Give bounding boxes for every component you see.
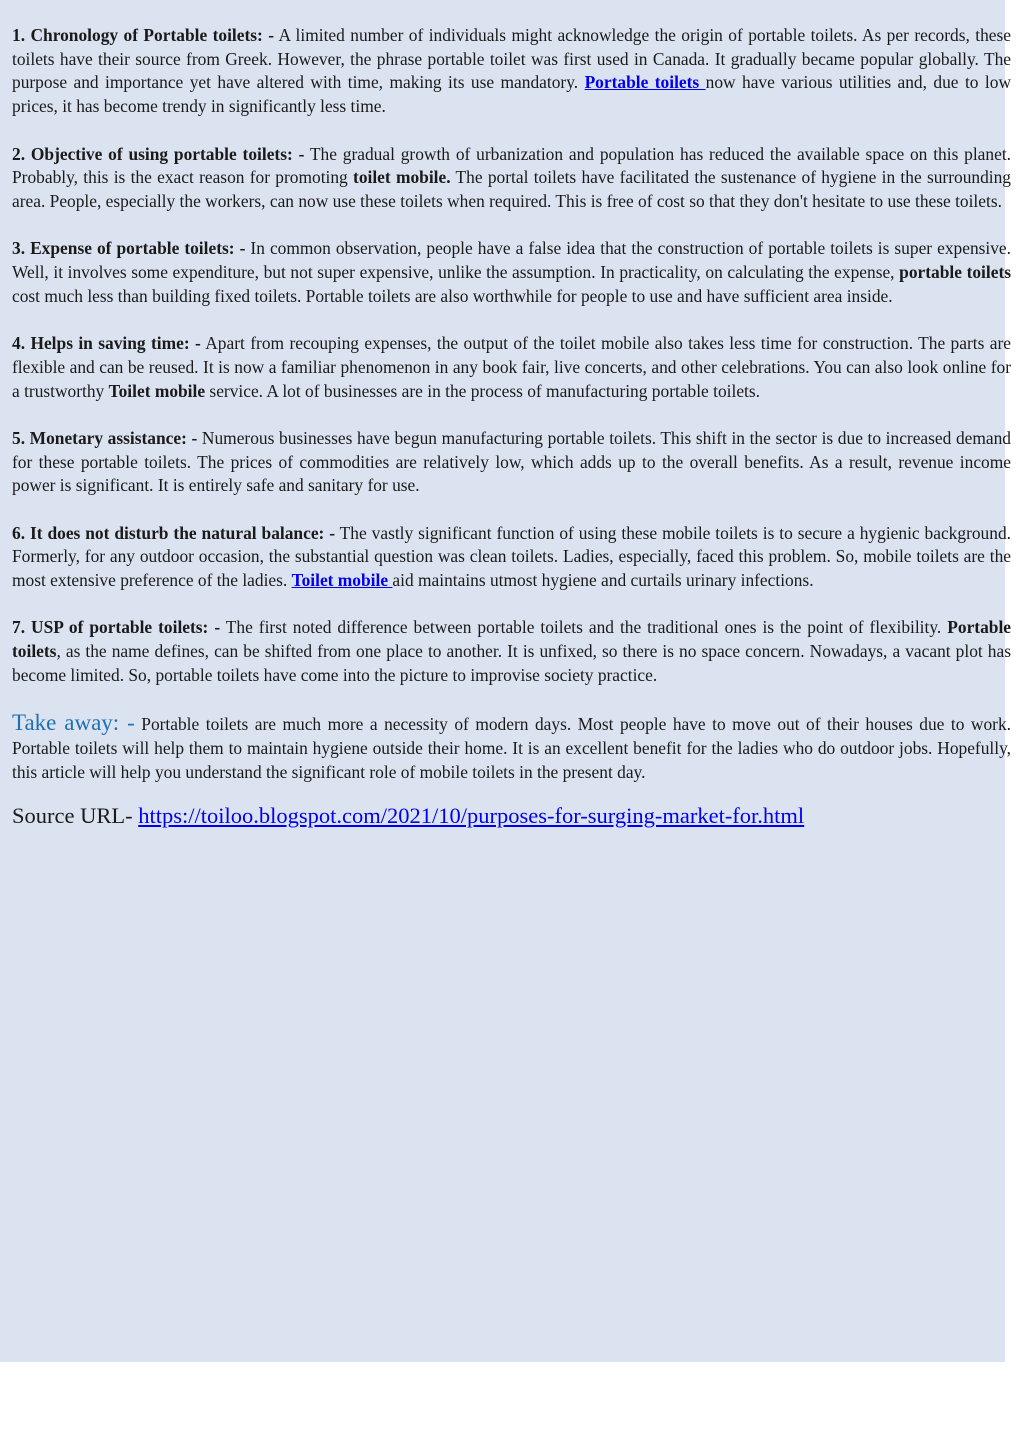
bold-keyword: Toilet mobile [108,380,206,401]
section-text: The portal toilets have facilitated the sustenance of hygiene in the surrounding area. People, especially the workers, can now use these toilets when required. This is free of cost so that they don't hesitate to use these toilets. [12,167,1011,211]
takeaway-text: Portable toilets are much more a necessity of modern days. Most people have to move out of their houses due to work. Portable toilets will help them to maintain hygiene outside their home. It is an excellent benefit for the ladies who do outdoor jobs. Hopefully, this article will help you understand the significant role of mobile toilets in the present day. [12,714,1012,782]
section-text: The first noted difference between portable toilets and the traditional ones is the point of flexibility. [220,617,948,638]
section-text: The vastly significant function of using these mobile toilets is to secure a hygienic background. Formerly, for any outdoor occasion, the substantial question was clean toilets. Ladies, especially, faced this problem. So, mobile toilets are the most extensive preference of the ladies. [12,522,1011,591]
section-monetary [12,427,1011,498]
bold-keyword: toilet mobile. [353,167,451,188]
source-line [12,802,1011,830]
section-text: In common observation, people have a false idea that the construction of portable toilets is super expensive. Well, it involves some expenditure, but not super expensive, unlike the assumption. In practicality, on calculating the expense, [12,238,1012,282]
section-text: cost much less than building fixed toilets. Portable toilets are also worthwhile for people to use and have sufficient area inside. [12,285,893,306]
portable-toilets-link[interactable]: Portable toilets [584,72,706,93]
section-chronology [12,24,1011,119]
section-heading: 3. Expense of portable toilets: - [12,238,246,259]
bold-keyword: Portable toilets [12,617,1011,662]
section-objective [12,143,1011,214]
takeaway-paragraph [12,711,1011,784]
section-text: Apart from recouping expenses, the output of the toilet mobile also takes less time for construction. The parts are flexible and can be reused. It is now a familiar phenomenon in any book fair, live concerts, and other celebrations. You can also look online for a trustworthy [12,333,1011,401]
toilet-mobile-link[interactable]: Toilet mobile [291,570,393,591]
section-usp [12,616,1011,687]
section-heading: 2. Objective of using portable toilets: - [12,143,305,164]
section-text: A limited number of individuals might acknowledge the origin of portable toilets. As per records, these toilets have their source from Greek. However, the phrase portable toilet was first used in Canada. It gradually became popular globally. The purpose and importance yet have altered with time, making its use mandatory. [12,25,1012,93]
section-expense [12,237,1011,308]
article-body [12,24,1011,830]
section-text: aid maintains utmost hygiene and curtails urinary infections. [392,570,814,591]
bold-keyword: portable toilets [899,262,1011,282]
section-text: The gradual growth of urbanization and population has reduced the available space on this planet. Probably, this is the exact reason for promoting [12,143,1011,188]
section-heading: 1. Chronology of Portable toilets: - [12,25,275,45]
section-heading: 5. Monetary assistance: - [12,427,198,448]
section-heading: 7. USP of portable toilets: - [12,617,221,638]
section-text: , as the name defines, can be shifted from one place to another. It is unfixed, so there is no space concern. Nowadays, a vacant plot has become limited. So, portable toilets have come into the picture to improvise society practice. [12,641,1011,685]
section-text: Numerous businesses have begun manufacturing portable toilets. This shift in the sector is due to increased demand for these portable toilets. The prices of commodities are relatively low, which adds up to the overall benefits. As a result, revenue income power is significant. It is entirely safe and sanitary for use. [12,427,1011,496]
section-heading: 6. It does not disturb the natural balance: - [12,522,336,543]
section-heading: 4. Helps in saving time: - [12,333,201,354]
source-url-link[interactable]: https://toiloo.blogspot.com/2021/10/purposes-for-surging-market-for.html [138,803,805,829]
section-saving-time [12,332,1011,403]
section-text: now have various utilities and, due to low prices, it has become trendy in significantly less time. [12,72,1012,117]
section-natural-balance [12,522,1011,593]
takeaway-heading: Take away: - [12,710,135,736]
section-text: service. A lot of businesses are in the process of manufacturing portable toilets. [205,380,760,401]
source-label: Source URL- [12,803,139,829]
